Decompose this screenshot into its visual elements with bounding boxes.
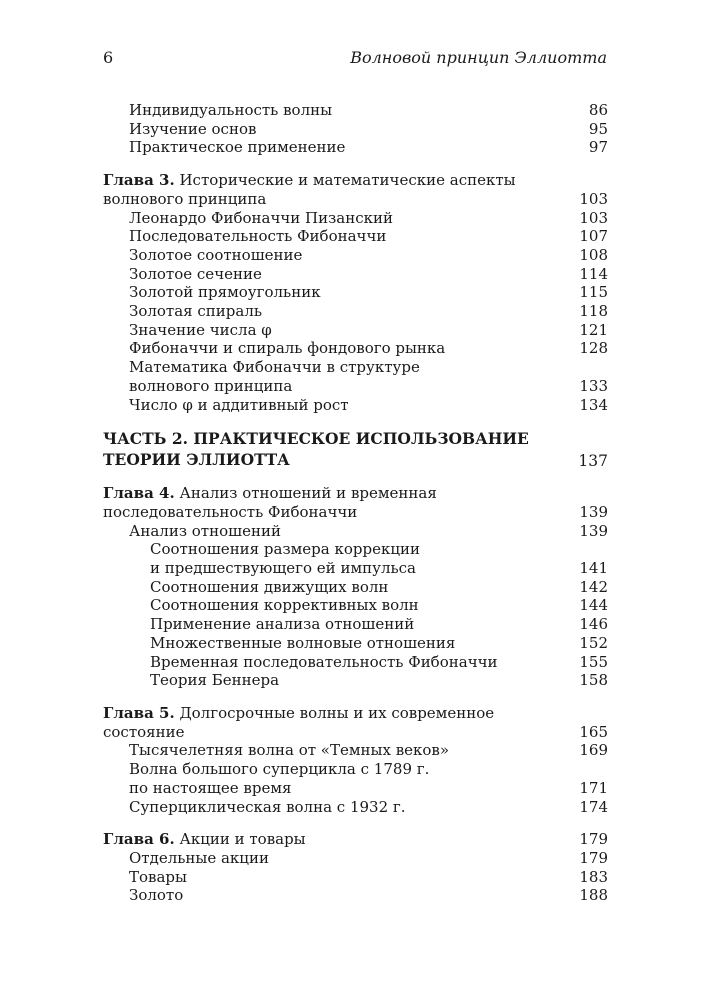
toc-entry[interactable]: [103, 246, 608, 265]
toc-entry-page: 107: [579, 227, 608, 246]
toc-entry-title: Золотая спираль: [129, 302, 263, 321]
toc-entry[interactable]: [103, 321, 608, 340]
toc-entry[interactable]: [103, 760, 608, 797]
toc-entry-page: 86: [588, 101, 608, 119]
part-title: ЧАСТЬ 2. ПРАКТИЧЕСКОЕ ИСПОЛЬЗОВАНИЕ: [103, 429, 529, 449]
toc-entry[interactable]: [103, 265, 608, 284]
toc-entry-title: Золото: [129, 886, 184, 905]
toc-chapter-5: [103, 704, 608, 816]
toc-entry-title: Число φ и аддитивный рост: [129, 395, 349, 414]
toc-entry[interactable]: [103, 596, 608, 615]
toc-entry-title: Золотое сечение: [129, 264, 262, 283]
chapter-title-line2: последовательность Фибоначчи: [103, 502, 358, 521]
chapter-prefix: Глава 6.: [103, 830, 175, 849]
running-title: Волновой принцип Эллиотта: [350, 48, 607, 67]
toc-entry-page: 114: [579, 264, 608, 283]
page-number: 6: [103, 48, 114, 67]
toc-entry[interactable]: [103, 671, 608, 690]
toc-entry[interactable]: [103, 798, 608, 817]
toc-entry-title: Отдельные акции: [129, 848, 269, 867]
toc-entry-page: 146: [579, 615, 608, 634]
toc-entry-page: 155: [579, 652, 608, 671]
toc-entry-title: Соотношения движущих волн: [150, 577, 389, 596]
toc-entry-title: Фибоначчи и спираль фондового рынка: [129, 339, 446, 358]
toc-entry-title: Математика Фибоначчи в структуре: [129, 358, 420, 377]
table-of-contents: [103, 101, 608, 919]
toc-entry-title: Леонардо Фибоначчи Пизанский: [129, 208, 394, 227]
toc-entry[interactable]: [103, 396, 608, 415]
toc-entry[interactable]: [103, 209, 608, 228]
toc-entry-page: 141: [579, 559, 608, 578]
toc-entry-title: Золотой прямоугольник: [129, 283, 321, 302]
toc-chapter-heading[interactable]: [103, 171, 608, 208]
toc-entry-title: Значение числа φ: [129, 320, 272, 339]
toc-entry-title: Практическое применение: [129, 138, 346, 157]
toc-entry-page: 108: [579, 245, 608, 264]
toc-entry-title: Множественные волновые отношения: [150, 633, 456, 652]
toc-entry[interactable]: [103, 886, 608, 905]
toc-entry[interactable]: [103, 101, 608, 120]
toc-entry-page: 103: [579, 189, 608, 208]
chapter-title: Анализ отношений и временная: [174, 484, 437, 503]
toc-entry-title: Соотношения размера коррекции: [150, 540, 420, 559]
toc-entry-page: 137: [578, 451, 608, 470]
toc-entry-title: Теория Беннера: [150, 671, 280, 690]
toc-entry[interactable]: [103, 227, 608, 246]
toc-entry-title: Товары: [129, 867, 187, 886]
toc-entry-title: Последовательность Фибоначчи: [129, 227, 387, 246]
toc-chapter-6: [103, 830, 608, 905]
toc-entry-page: 95: [588, 119, 608, 138]
toc-entry-page: 139: [579, 502, 608, 521]
toc-entry-page: 144: [579, 596, 608, 615]
part-title-line2: ТЕОРИИ ЭЛЛИОТТА: [103, 450, 290, 470]
toc-entry[interactable]: [103, 339, 608, 358]
toc-entry-title: Временная последовательность Фибоначчи: [150, 652, 498, 671]
toc-chapter-heading[interactable]: [103, 704, 608, 741]
toc-entry[interactable]: [103, 522, 608, 541]
toc-entry-page: 139: [579, 521, 608, 540]
chapter-title: Долгосрочные волны и их современное состояние: [103, 703, 495, 741]
toc-entry-title: Тысячелетняя волна от «Темных веков»: [129, 741, 450, 760]
toc-chapter-heading[interactable]: [103, 484, 608, 521]
toc-entry[interactable]: [103, 741, 608, 760]
toc-part-2: [103, 428, 608, 470]
toc-entry-title: Волна большого суперцикла с 1789 г.: [129, 760, 430, 779]
chapter-prefix: Глава 5.: [103, 703, 175, 722]
toc-entry[interactable]: [103, 634, 608, 653]
toc-entry-page: 152: [579, 633, 608, 652]
toc-entry[interactable]: [103, 868, 608, 887]
toc-entry[interactable]: [103, 358, 608, 395]
toc-entry-title: Применение анализа отношений: [150, 615, 415, 634]
toc-entry-page: 174: [579, 797, 608, 816]
toc-entry-page: 183: [579, 867, 608, 886]
chapter-prefix: Глава 3.: [103, 171, 175, 190]
chapter-prefix: Глава 4.: [103, 484, 175, 503]
toc-entry-title: Соотношения коррективных волн: [150, 596, 419, 615]
toc-entry-page: 158: [579, 671, 608, 690]
toc-entry[interactable]: [103, 138, 608, 157]
toc-entry-title: Золотое соотношение: [129, 245, 303, 264]
toc-entry-page: 97: [588, 138, 608, 157]
toc-entry-title-line2: волнового принципа: [129, 376, 293, 395]
toc-part-heading[interactable]: [103, 428, 608, 470]
toc-entry-page: 103: [579, 208, 608, 227]
toc-group-continued: [103, 101, 608, 157]
toc-entry-title: Изучение основ: [129, 119, 257, 138]
toc-entry-page: 179: [579, 830, 608, 849]
toc-entry-page: 121: [579, 320, 608, 339]
toc-entry-page: 188: [579, 886, 608, 905]
toc-entry[interactable]: [103, 849, 608, 868]
page-header: [103, 48, 607, 72]
toc-entry[interactable]: [103, 120, 608, 139]
toc-entry-title-line2: по настоящее время: [129, 778, 292, 797]
toc-entry-page: 128: [579, 339, 608, 358]
chapter-title: Исторические и математические аспекты: [174, 171, 516, 190]
toc-entry[interactable]: [103, 283, 608, 302]
toc-entry[interactable]: [103, 302, 608, 321]
toc-entry-title: Индивидуальность волны: [129, 101, 333, 119]
toc-entry-page: 118: [579, 302, 608, 321]
chapter-title: Акции и товары: [174, 830, 306, 849]
toc-chapter-3: [103, 171, 608, 414]
toc-entry[interactable]: [103, 540, 608, 577]
toc-entry-page: 134: [579, 395, 608, 414]
toc-entry[interactable]: [103, 615, 608, 634]
chapter-title-line2: волнового принципа: [103, 189, 267, 208]
toc-entry-page: 171: [579, 778, 608, 797]
toc-entry[interactable]: [103, 578, 608, 597]
toc-entry-page: 142: [579, 577, 608, 596]
toc-entry-title: Суперциклическая волна с 1932 г.: [129, 797, 406, 816]
toc-entry-page: 169: [579, 741, 608, 760]
toc-entry-page: 179: [579, 848, 608, 867]
toc-entry-page: 133: [579, 376, 608, 395]
toc-entry-title-line2: и предшествующего ей импульса: [150, 559, 416, 578]
toc-entry[interactable]: [103, 653, 608, 672]
toc-chapter-4: [103, 484, 608, 690]
toc-entry-page: 165: [579, 722, 608, 741]
toc-entry-title: Анализ отношений: [129, 521, 281, 540]
toc-entry-page: 115: [579, 283, 608, 302]
toc-chapter-heading[interactable]: [103, 830, 608, 849]
